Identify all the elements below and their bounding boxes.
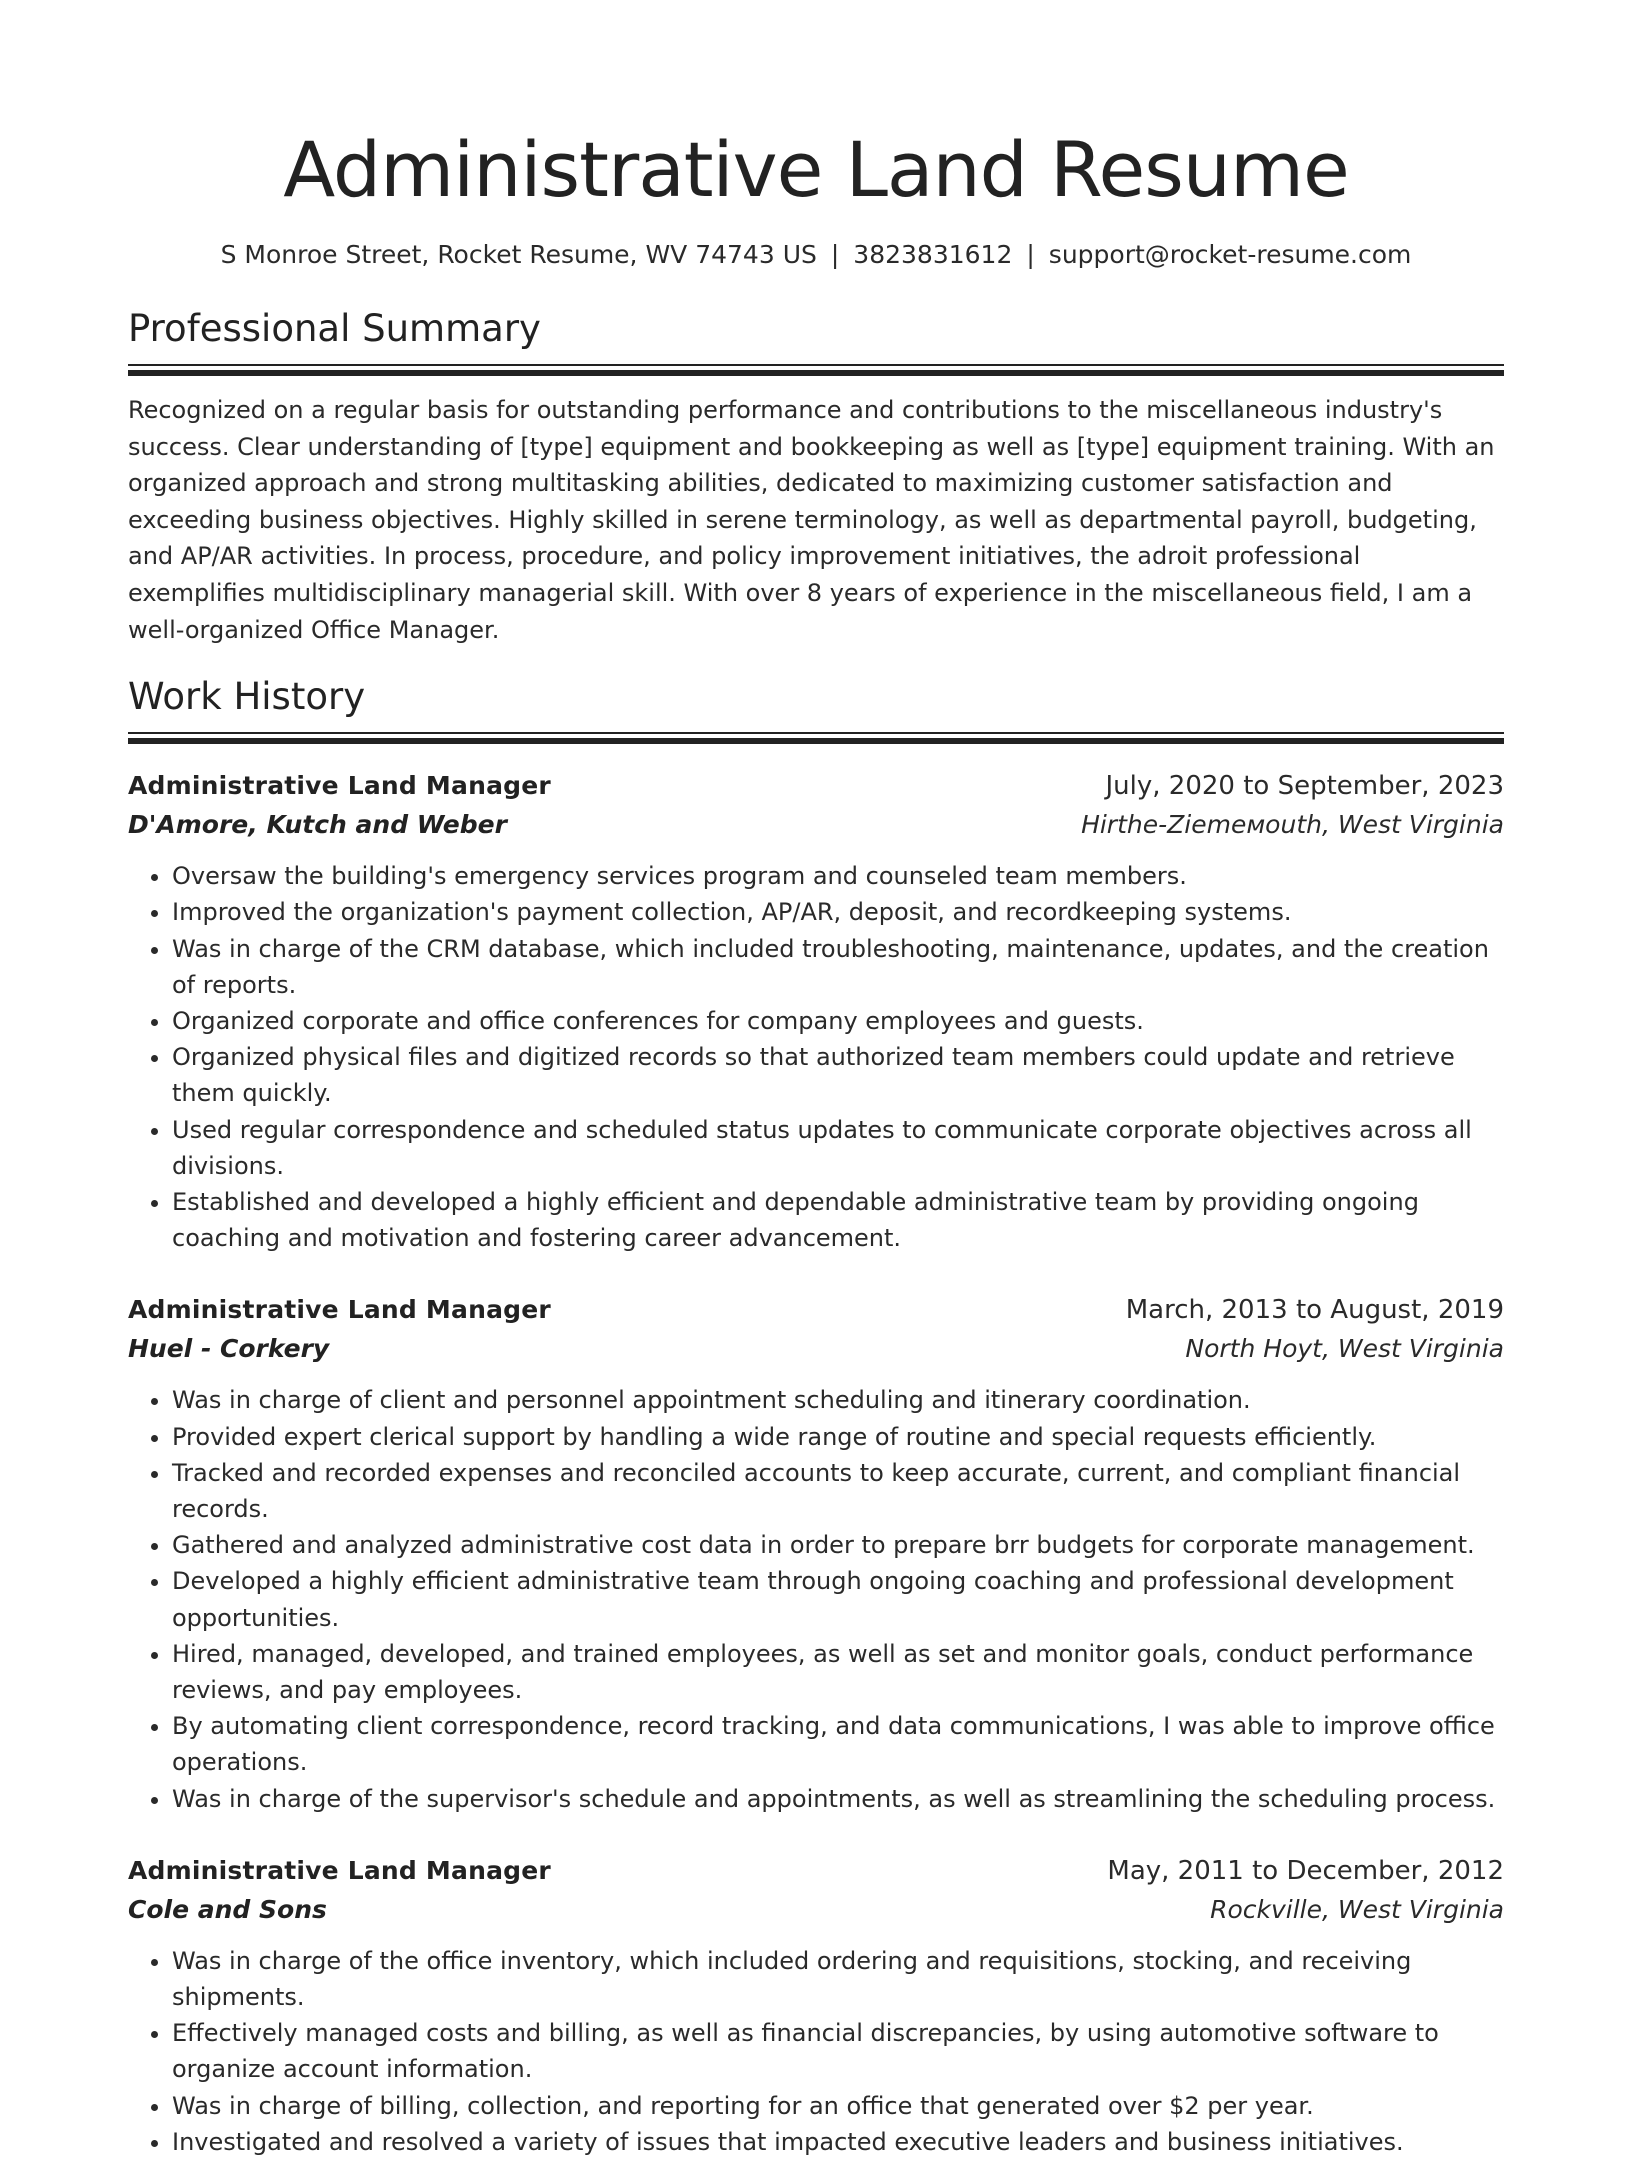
job-bullet: • Used regular correspondence and scheduled status updates to communicate corporate objectives across all divisions. [172, 1112, 1504, 1184]
contact-line [128, 238, 1504, 272]
job-bullet: • Developed a highly efficient administrative team through ongoing coaching and professional development opportunities. [172, 1563, 1504, 1635]
contact-separator: | [830, 240, 840, 269]
job-location: Rockville, West Virginia [1210, 1894, 1504, 1924]
section-heading-work-history: Work History [128, 675, 366, 719]
job-bullet: • Gathered and analyzed administrative cost data in order to prepare brr budgets for corporate management. [172, 1527, 1504, 1563]
job-dates: July, 2020 to September, 2023 [1105, 771, 1504, 802]
job-bullet: • Improved the organization's payment collection, AP/AR, deposit, and recordkeeping systems. [172, 894, 1504, 930]
work-history-section [128, 672, 1504, 2160]
section-divider [128, 732, 1504, 744]
job-bullet: • Was in charge of the CRM database, which included troubleshooting, maintenance, updates, and the creation of reports. [172, 931, 1504, 1003]
job-bullet: • Was in charge of billing, collection, and reporting for an office that generated over $2 per year. [172, 2088, 1504, 2124]
job-header-row [128, 1290, 1504, 1330]
job-dates: May, 2011 to December, 2012 [1107, 1855, 1504, 1886]
job-company-row [128, 1891, 1504, 1929]
job-dates: March, 2013 to August, 2019 [1125, 1295, 1504, 1326]
summary-text: Recognized on a regular basis for outstanding performance and contributions to the miscellaneous industry's success. Clear understanding of [type] equipment and bookkeeping as well as [type] equipment training. With an organized approach and strong multitasking abilities, dedicated to maximizing customer satisfaction and exceeding business objectives. Highly skilled in serene terminology, as well as departmental payroll, budgeting, and AP/AR activities. In process, procedure, and policy improvement initiatives, the adroit professional exemplifies multidisciplinary managerial skill. With over 8 years of experience in the miscellaneous field, I am a well-organized Office Manager. [128, 396, 1495, 644]
professional-summary-section [128, 304, 1504, 648]
contact-separator: | [1026, 240, 1035, 269]
job-entry [128, 1851, 1504, 2160]
job-company: D'Amore, Kutch and Weber [128, 810, 507, 840]
section-heading-summary: Professional Summary [128, 307, 541, 350]
job-bullet: • Provided expert clerical support by handling a wide range of routine and special requests efficiently. [172, 1419, 1504, 1455]
job-entry [128, 1290, 1504, 1816]
job-bullet: • Organized physical files and digitized records so that authorized team members could update and retrieve them quickly. [172, 1039, 1504, 1111]
job-bullet: • Was in charge of the office inventory, which included ordering and requisitions, stocking, and receiving shipments. [172, 1943, 1504, 2015]
job-title: Administrative Land Manager [128, 771, 551, 801]
resume-page [128, 0, 1504, 2160]
page-title: Administrative Land Resume [283, 125, 1349, 214]
job-header-row [128, 766, 1504, 806]
job-bullet: • Was in charge of client and personnel appointment scheduling and itinerary coordination. [172, 1382, 1504, 1418]
job-bullets [128, 858, 1504, 1256]
job-bullet: • Hired, managed, developed, and trained employees, as well as set and monitor goals, conduct performance reviews, and pay employees. [172, 1636, 1504, 1708]
job-bullet: • By automating client correspondence, record tracking, and data communications, I was able to improve office operations. [172, 1708, 1504, 1780]
job-location: North Hoyt, West Virginia [1185, 1334, 1504, 1364]
contact-address: S Monroe Street, Rocket Resume, WV 74743 US [220, 240, 817, 269]
contact-phone: 3823831612 [853, 240, 1013, 269]
job-header-row [128, 1851, 1504, 1891]
job-company: Cole and Sons [128, 1894, 327, 1924]
contact-email: support@rocket-resume.com [1048, 240, 1412, 269]
job-bullets [128, 1382, 1504, 1816]
job-bullets [128, 1943, 1504, 2160]
job-bullet: • Was in charge of the supervisor's schedule and appointments, as well as streamlining the scheduling process. [172, 1781, 1504, 1817]
section-divider [128, 364, 1504, 376]
job-company-row [128, 806, 1504, 844]
job-bullet: • Established and developed a highly efficient and dependable administrative team by providing ongoing coaching and motivation and fostering career advancement. [172, 1184, 1504, 1256]
job-title: Administrative Land Manager [128, 1295, 551, 1325]
job-location: Hirthe-Ziemeмouth, West Virginia [1081, 810, 1504, 840]
job-bullet: • Effectively managed costs and billing, as well as financial discrepancies, by using automotive software to organize account information. [172, 2015, 1504, 2087]
job-bullet: • Investigated and resolved a variety of issues that impacted executive leaders and business initiatives. [172, 2124, 1504, 2160]
job-bullet: • Tracked and recorded expenses and reconciled accounts to keep accurate, current, and compliant financial records. [172, 1455, 1504, 1527]
job-title: Administrative Land Manager [128, 1855, 551, 1885]
job-bullet: • Oversaw the building's emergency services program and counseled team members. [172, 858, 1504, 894]
job-company-row [128, 1330, 1504, 1368]
job-entry [128, 766, 1504, 1256]
job-bullet: • Organized corporate and office conferences for company employees and guests. [172, 1003, 1504, 1039]
job-company: Huel - Corkery [128, 1334, 330, 1364]
